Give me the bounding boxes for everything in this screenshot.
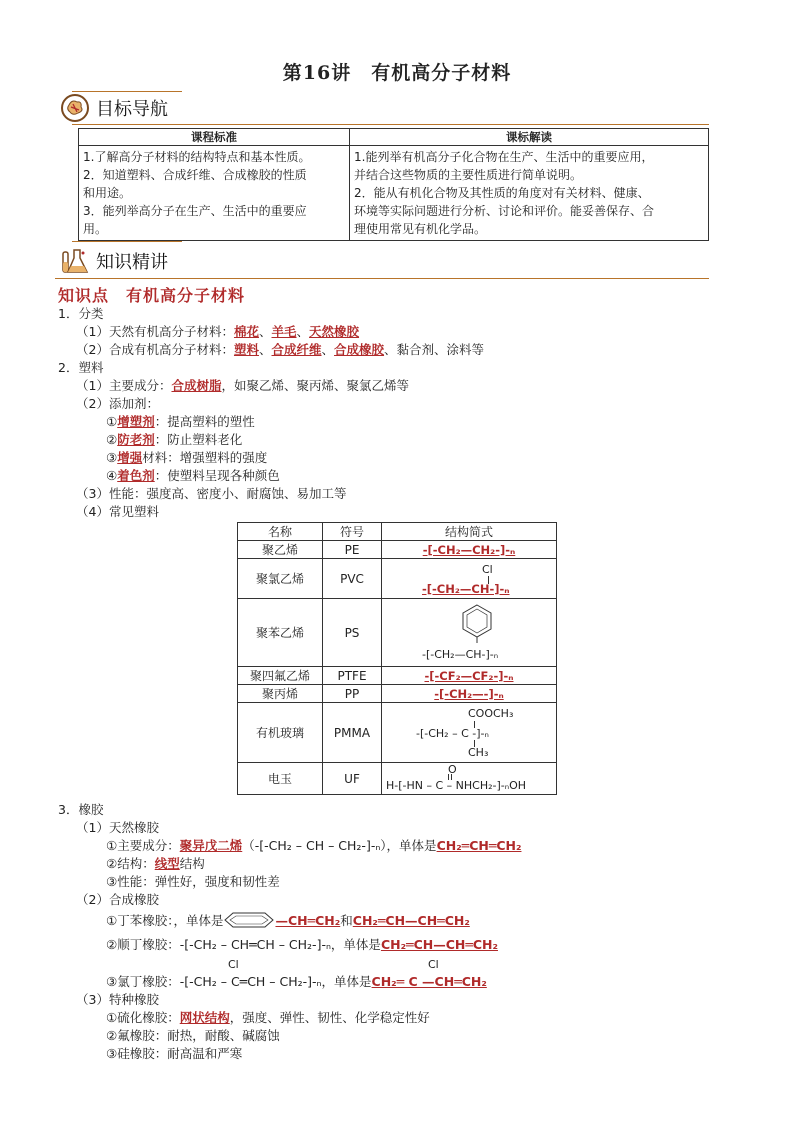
answer: 合成橡胶 — [334, 342, 385, 357]
table-header: 符号 — [323, 523, 382, 541]
plastic-symbol: PTFE — [323, 667, 382, 685]
answer: 着色剂 — [117, 468, 155, 483]
table-row — [238, 541, 557, 559]
additive-line — [106, 467, 280, 484]
plastic-formula: -[-CH₂—-]-ₙ — [434, 686, 504, 701]
standards-right-line: 环境等实际问题进行分析、讨论和评价。能妥善保存、合 — [354, 204, 655, 218]
knowledge-point-title: 知识点 有机高分子材料 — [58, 286, 246, 305]
answer: 聚异戊二烯 — [179, 838, 243, 853]
section-knowledge-header — [60, 246, 168, 276]
plastic-formula: -[-CF₂—CF₂-]-ₙ — [424, 668, 514, 683]
benzene-ring-icon — [460, 603, 494, 643]
label: ① — [106, 414, 118, 429]
common-plastics-heading: （4）常见塑料 — [76, 504, 159, 519]
table-row — [238, 763, 557, 795]
text: 材料：增强塑料的强度 — [142, 450, 268, 465]
plastic-formula: -[-CH₂ – C -]-ₙ — [416, 727, 489, 740]
table-row — [238, 599, 557, 667]
plastic-name: 电玉 — [238, 763, 323, 795]
label: ①硫化橡胶： — [106, 1010, 180, 1025]
text: 和 — [340, 913, 353, 928]
standards-left-line: 3．能列举高分子在生产、生活中的重要应 — [83, 204, 307, 218]
text: ：使塑料呈现各种颜色 — [154, 468, 280, 483]
text: ：提高塑料的塑性 — [154, 414, 255, 429]
page-title: 第16讲 有机高分子材料 — [282, 62, 512, 84]
synthetic-polymers-line: （2）合成有机高分子材料：塑料、合成纤维、合成橡胶、黏合剂、涂料等 — [76, 342, 485, 357]
standards-left-cell — [79, 146, 350, 241]
text: 、黏合剂、涂料等 — [384, 342, 485, 357]
section-knowledge-rule — [55, 278, 709, 279]
special-rubber-heading: （3）特种橡胶 — [76, 992, 159, 1007]
answer: 合成纤维 — [271, 342, 322, 357]
synthetic-rubber-line — [106, 973, 487, 990]
label: ④ — [106, 468, 118, 483]
plastic-name: 聚四氟乙烯 — [238, 667, 323, 685]
text: ，强度、弹性、韧性、化学稳定性好 — [229, 1010, 430, 1025]
answer: 棉花 — [233, 324, 259, 339]
plastic-formula: H-[-HN – C – NHCH₂-]-ₙOH — [386, 779, 527, 792]
label: （2）合成有机高分子材料： — [76, 342, 234, 357]
section-goals-header — [60, 93, 168, 123]
standards-left-line: 2．知道塑料、合成纤维、合成橡胶的性质 — [83, 168, 307, 182]
answer: CH₂═ C —CH═CH₂ — [371, 974, 487, 989]
label: ②顺丁橡胶：-[-CH₂ – CH═CH – CH₂-]-ₙ，单体是 — [106, 937, 381, 952]
substituent-label: O — [448, 763, 457, 776]
standards-header-left: 课程标准 — [79, 129, 350, 146]
table-row — [238, 559, 557, 599]
flask-icon — [60, 246, 90, 276]
answer: 羊毛 — [271, 324, 297, 339]
standards-header-right: 课标解读 — [350, 129, 709, 146]
plastic-main-line — [76, 377, 409, 394]
label: ①丁苯橡胶：，单体是 — [106, 913, 224, 928]
substituent-label: CH₃ — [468, 746, 489, 759]
text: ，如聚乙烯、聚丙烯、聚氯乙烯等 — [221, 378, 409, 393]
answer: 网状结构 — [179, 1010, 230, 1025]
heading-rubber: 3．橡胶 — [58, 802, 104, 817]
natural-rubber-line — [106, 837, 521, 854]
standards-left-line: 用。 — [83, 222, 108, 236]
section-goals-rule — [72, 124, 709, 125]
standards-right-cell — [350, 146, 709, 241]
special-rubber-line: ②氟橡胶：耐热，耐酸、碱腐蚀 — [106, 1028, 280, 1043]
plastic-name: 聚氯乙烯 — [238, 559, 323, 599]
standards-left-line: 1.了解高分子材料的结构特点和基本性质。 — [83, 150, 311, 164]
label: ②结构： — [106, 856, 155, 871]
answer: 增塑剂 — [117, 414, 155, 429]
answer: CH₂═CH═CH₂ — [436, 838, 522, 853]
answer: 塑料 — [233, 342, 259, 357]
additive-line — [106, 431, 242, 448]
plastic-properties: （3）性能：强度高、密度小、耐腐蚀、易加工等 — [76, 486, 347, 501]
additive-line — [106, 413, 255, 430]
answer: 天然橡胶 — [309, 324, 360, 339]
plastic-symbol: PS — [323, 599, 382, 667]
natural-rubber-heading: （1）天然橡胶 — [76, 820, 159, 835]
table-header: 结构简式 — [382, 523, 557, 541]
plastic-formula: -[-CH₂—CH-]-ₙ — [422, 582, 510, 596]
special-rubber-line: ③硅橡胶：耐高温和严寒 — [106, 1046, 243, 1061]
plastic-symbol: PP — [323, 685, 382, 703]
plastic-name: 聚苯乙烯 — [238, 599, 323, 667]
text: 结构 — [179, 856, 205, 871]
substituent-label: Cl — [428, 958, 439, 971]
natural-rubber-line — [106, 855, 205, 872]
natural-polymers-line: （1）天然有机高分子材料：棉花、羊毛、天然橡胶 — [76, 324, 360, 339]
plastic-name: 有机玻璃 — [238, 703, 323, 763]
natural-rubber-line: ③性能：弹性好，强度和韧性差 — [106, 874, 280, 889]
section-top-rule — [72, 91, 182, 92]
standards-table — [78, 128, 709, 241]
heading-plastic: 2．塑料 — [58, 360, 104, 375]
table-row — [238, 685, 557, 703]
additive-line — [106, 449, 267, 466]
plastic-symbol: UF — [323, 763, 382, 795]
standards-right-line: 1.能列举有机高分子化合物在生产、生活中的重要应用， — [354, 150, 654, 164]
table-row — [238, 667, 557, 685]
label: ② — [106, 432, 118, 447]
synthetic-rubber-heading: （2）合成橡胶 — [76, 892, 159, 907]
standards-right-line: 理使用常见有机化学品。 — [354, 222, 487, 236]
label: ①主要成分： — [106, 838, 180, 853]
section-goals-title: 目标导航 — [96, 99, 168, 120]
table-header: 名称 — [238, 523, 323, 541]
brain-icon — [60, 93, 90, 123]
plastic-symbol: PMMA — [323, 703, 382, 763]
substituent-label: Cl — [228, 958, 239, 971]
standards-right-line: 2．能从有机化合物及其性质的角度对有关材料、健康、 — [354, 186, 650, 200]
answer: CH₂═CH—CH═CH₂ — [352, 913, 470, 928]
answer: CH₂═CH—CH═CH₂ — [380, 937, 498, 952]
answer: 线型 — [154, 856, 180, 871]
section-knowledge-title: 知识精讲 — [96, 252, 168, 273]
answer: 合成树脂 — [171, 378, 222, 393]
plastics-table — [237, 522, 557, 795]
text: （-[-CH₂ – CH – CH₂-]-ₙ），单体是 — [242, 838, 437, 853]
standards-right-line: 并结合这些物质的主要性质进行简单说明。 — [354, 168, 583, 182]
plastic-symbol: PVC — [323, 559, 382, 599]
answer: —CH═CH₂ — [275, 913, 341, 928]
text: ：防止塑料老化 — [154, 432, 243, 447]
substituent-label: Cl — [482, 563, 493, 576]
heading-classify: 1．分类 — [58, 306, 104, 321]
additive-heading: （2）添加剂： — [76, 396, 159, 411]
label: ③氯丁橡胶：-[-CH₂ – C═CH – CH₂-]-ₙ，单体是 — [106, 974, 372, 989]
synthetic-rubber-line — [106, 936, 498, 953]
table-row — [238, 703, 557, 763]
label: ③ — [106, 450, 118, 465]
plastic-formula: -[-CH₂—CH₂-]-ₙ — [422, 542, 516, 557]
substituent-label: COOCH₃ — [468, 707, 514, 720]
standards-left-line: 和用途。 — [83, 186, 132, 200]
plastic-symbol: PE — [323, 541, 382, 559]
section-top-rule — [72, 241, 182, 242]
answer: 防老剂 — [117, 432, 155, 447]
plastic-formula: -[-CH₂—CH-]-ₙ — [422, 648, 499, 661]
benzene-ring-icon — [223, 912, 275, 926]
plastic-name: 聚丙烯 — [238, 685, 323, 703]
plastic-name: 聚乙烯 — [238, 541, 323, 559]
label: （1）天然有机高分子材料： — [76, 324, 234, 339]
synthetic-rubber-line — [106, 912, 470, 929]
special-rubber-line — [106, 1009, 430, 1026]
label: （1）主要成分： — [76, 378, 172, 393]
answer: 增强 — [117, 450, 143, 465]
